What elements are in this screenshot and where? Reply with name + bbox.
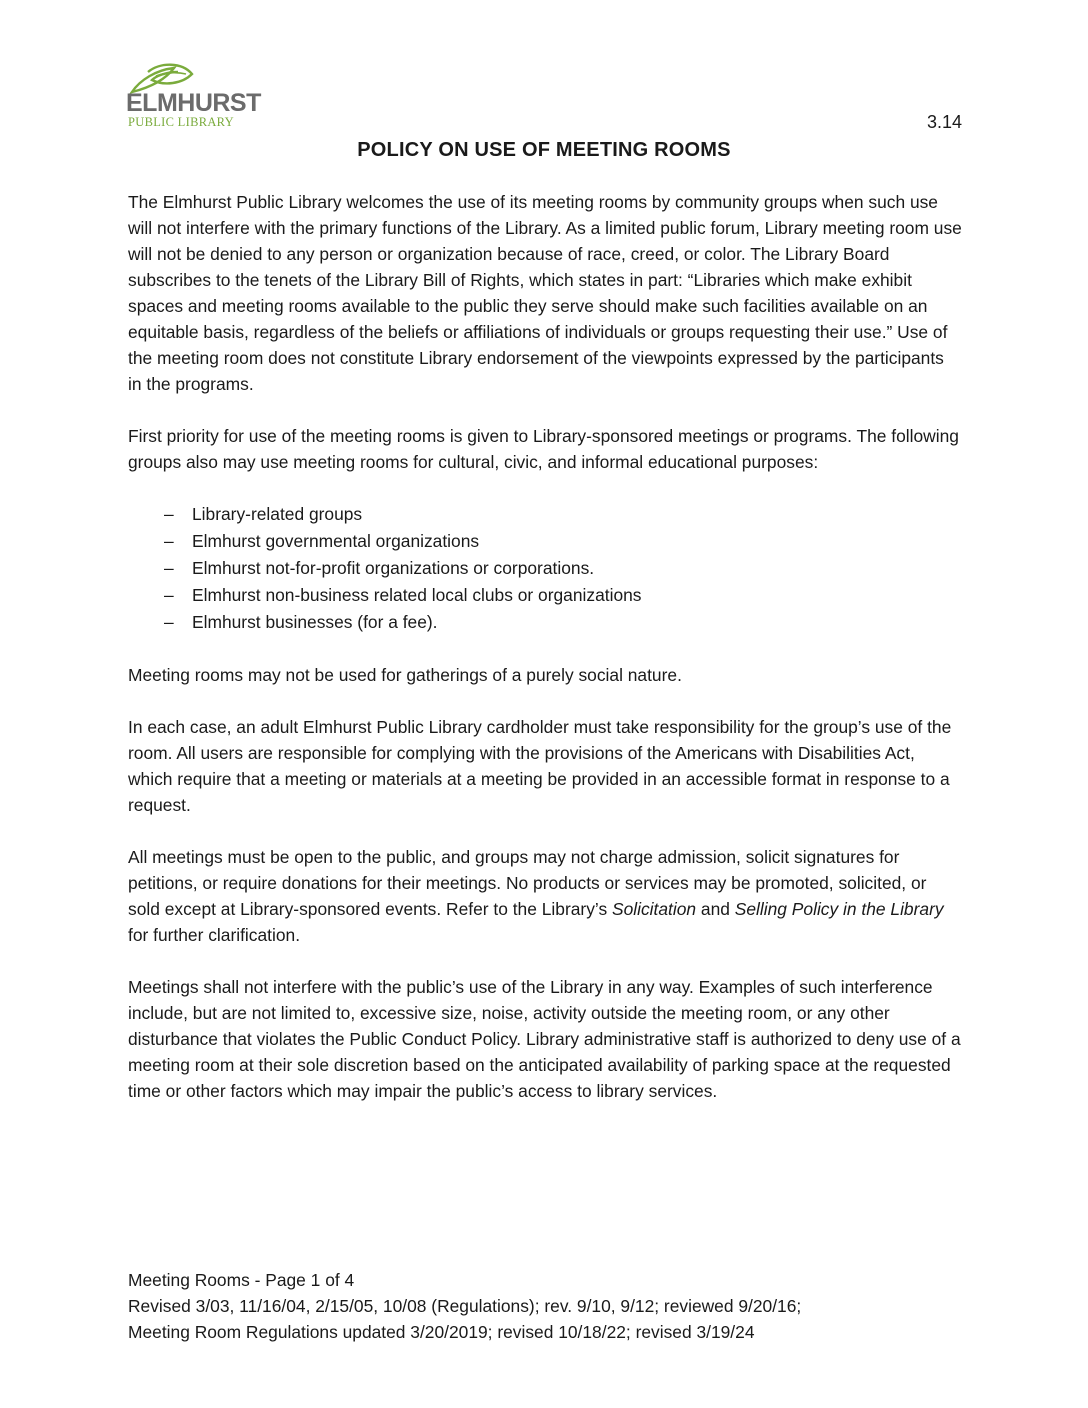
paragraph-social: Meeting rooms may not be used for gatherings of a purely social nature. bbox=[128, 665, 682, 685]
page-footer bbox=[128, 1267, 962, 1345]
paragraph-intro: The Elmhurst Public Library welcomes the use of its meeting rooms by community groups when such use will not interfere with the primary functions of the Library. As a limited public forum, Library meeting room use will not be denied to any person or organization because of race, creed, or color. The Library Board subscribes to the tenets of the Library Bill of Rights, which states in part: “Libraries which make exhibit spaces and meeting rooms available to the public they serve should make such facilities available on an equitable basis, regardless of the beliefs or affiliations of individuals or groups requesting their use.” Use of the meeting room does not constitute Library endorsement of the viewpoints expressed by the participants in the programs. bbox=[128, 192, 962, 394]
list-dash: – bbox=[164, 585, 174, 605]
paragraph-priority: First priority for use of the meeting rooms is given to Library-sponsored meetings or programs. The following groups also may use meeting rooms for cultural, civic, and informal educational purposes: bbox=[128, 426, 959, 472]
list-item: – Elmhurst governmental organizations bbox=[164, 528, 962, 555]
document-title: POLICY ON USE OF MEETING ROOMS bbox=[357, 139, 731, 161]
footer-update-history: Meeting Room Regulations updated 3/20/2019; revised 10/18/22; revised 3/19/24 bbox=[128, 1322, 755, 1342]
policy-number: 3.14 bbox=[926, 112, 962, 132]
solicitation-policy-ref: Solicitation bbox=[611, 899, 697, 919]
list-dash: – bbox=[164, 531, 174, 551]
library-logo bbox=[126, 62, 276, 132]
list-item: – Library-related groups bbox=[164, 501, 962, 528]
list-item: – Elmhurst not-for-profit organizations or corporations. bbox=[164, 555, 962, 582]
eligible-groups-list bbox=[128, 501, 962, 636]
logo-subtitle: PUBLIC LIBRARY bbox=[128, 115, 234, 129]
logo-wordmark: ELMHURST bbox=[126, 89, 261, 117]
list-dash: – bbox=[164, 504, 174, 524]
selling-policy-ref: Selling Policy in the Library bbox=[734, 899, 944, 919]
paragraph-interference: Meetings shall not interfere with the public’s use of the Library in any way. Examples of such interference include, but are not limited to, excessive size, noise, activity outside the meeting room, or any other disturbance that violates the Public Conduct Policy. Library administrative staff is authorized to deny use of a meeting room at their sole discretion based on the anticipated availability of parking space at the requested time or other factors which may impair the public’s access to library services. bbox=[128, 977, 961, 1101]
document-body bbox=[128, 189, 962, 1130]
list-dash: – bbox=[164, 612, 174, 632]
list-item: – Elmhurst businesses (for a fee). bbox=[164, 609, 962, 636]
footer-page-label: Meeting Rooms - Page 1 of 4 bbox=[128, 1270, 355, 1290]
footer-revision-history: Revised 3/03, 11/16/04, 2/15/05, 10/08 (Regulations); rev. 9/10, 9/12; reviewed 9/20/16; bbox=[128, 1296, 802, 1316]
paragraph-open-meetings: All meetings must be open to the public, and groups may not charge admission, solicit signatures for petitions, or require donations for their meetings. No products or services may be promoted, solicited, or sold except at Library-sponsored events. Refer to the Library’s Solicitation and Selling Policy in the Library for further clarification. bbox=[128, 847, 944, 945]
list-dash: – bbox=[164, 558, 174, 578]
paragraph-responsibility: In each case, an adult Elmhurst Public Library cardholder must take responsibility for the group’s use of the room. All users are responsible for complying with the provisions of the Americans with Disabilities Act, which require that a meeting or materials at a meeting be provided in an accessible format in response to a request. bbox=[128, 717, 952, 815]
list-item: – Elmhurst non-business related local clubs or organizations bbox=[164, 582, 962, 609]
